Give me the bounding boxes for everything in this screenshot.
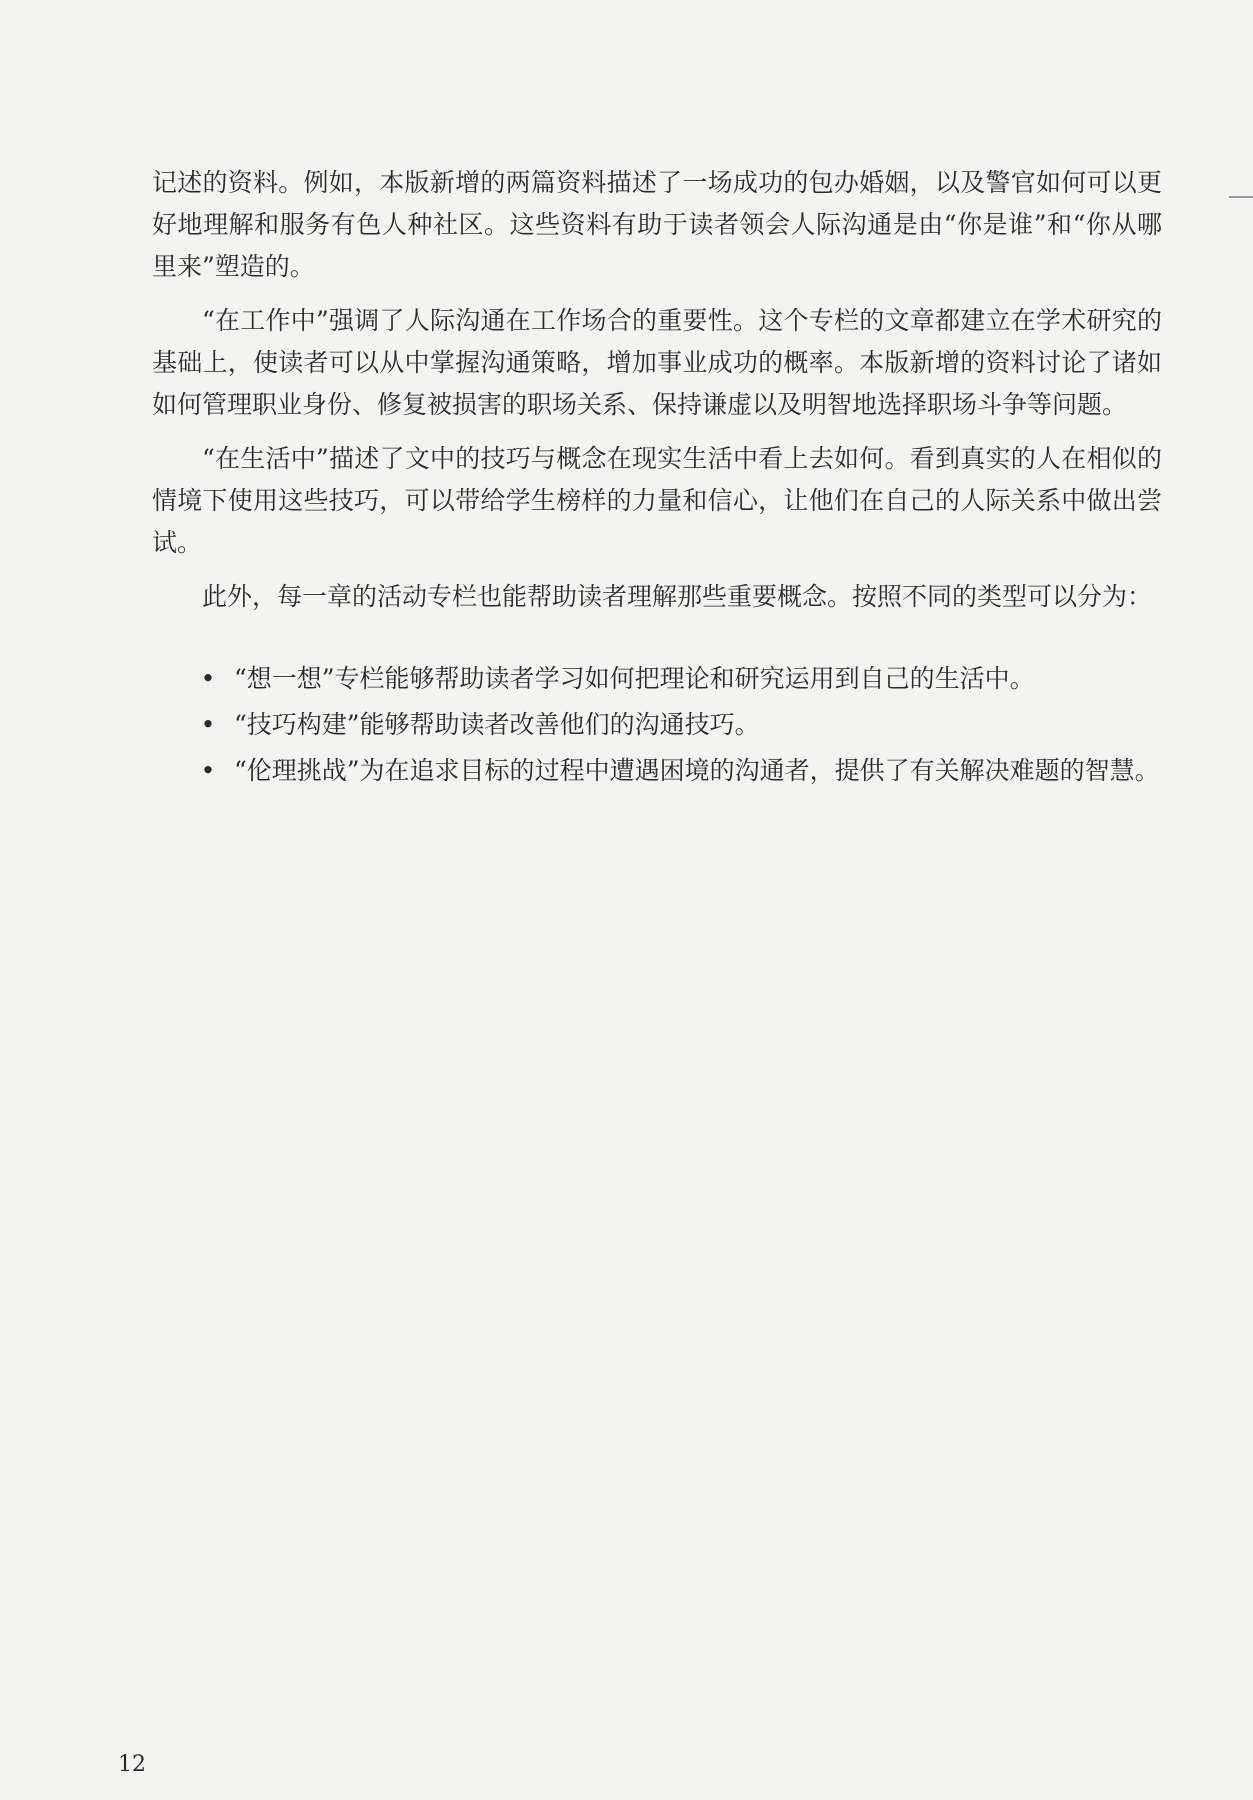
list-item-skill-building [200, 704, 1162, 746]
bullet-icon: • [200, 710, 216, 739]
list-item-text: “伦理挑战”为在追求目标的过程中遭遇困境的沟通者，提供了有关解决难题的智慧。 [234, 756, 1160, 785]
bullet-icon: • [200, 756, 216, 785]
paragraph-activities-intro: 此外，每一章的活动专栏也能帮助读者理解那些重要概念。按照不同的类型可以分为： [202, 582, 1153, 611]
paragraph-continued: 记述的资料。例如，本版新增的两篇资料描述了一场成功的包办婚姻，以及警官如何可以更好地理解和服务有色人种社区。这些资料有助于读者领会人际沟通是由“你是谁”和“你从哪里来”塑造的。 [152, 168, 1162, 281]
body-text [152, 162, 1162, 796]
page-edge-mark [1229, 196, 1253, 198]
list-item-ethical-challenge [200, 750, 1162, 792]
paragraph-in-life: “在生活中”描述了文中的技巧与概念在现实生活中看上去如何。看到真实的人在相似的情境下使用这些技巧，可以带给学生榜样的力量和信心，让他们在自己的人际关系中做出尝试。 [152, 444, 1162, 557]
list-item-think [200, 658, 1162, 700]
list-item-text: “技巧构建”能够帮助读者改善他们的沟通技巧。 [234, 710, 760, 739]
paragraph-at-work: “在工作中”强调了人际沟通在工作场合的重要性。这个专栏的文章都建立在学术研究的基础上，使读者可以从中掌握沟通策略，增加事业成功的概率。本版新增的资料讨论了诸如如何管理职业身份、修复被损害的职场关系、保持谦虚以及明智地选择职场斗争等问题。 [152, 306, 1162, 419]
bullet-icon: • [200, 664, 216, 693]
page-number: 12 [118, 1752, 146, 1777]
list-item-text: “想一想”专栏能够帮助读者学习如何把理论和研究运用到自己的生活中。 [234, 664, 1035, 693]
activity-list [152, 658, 1162, 792]
